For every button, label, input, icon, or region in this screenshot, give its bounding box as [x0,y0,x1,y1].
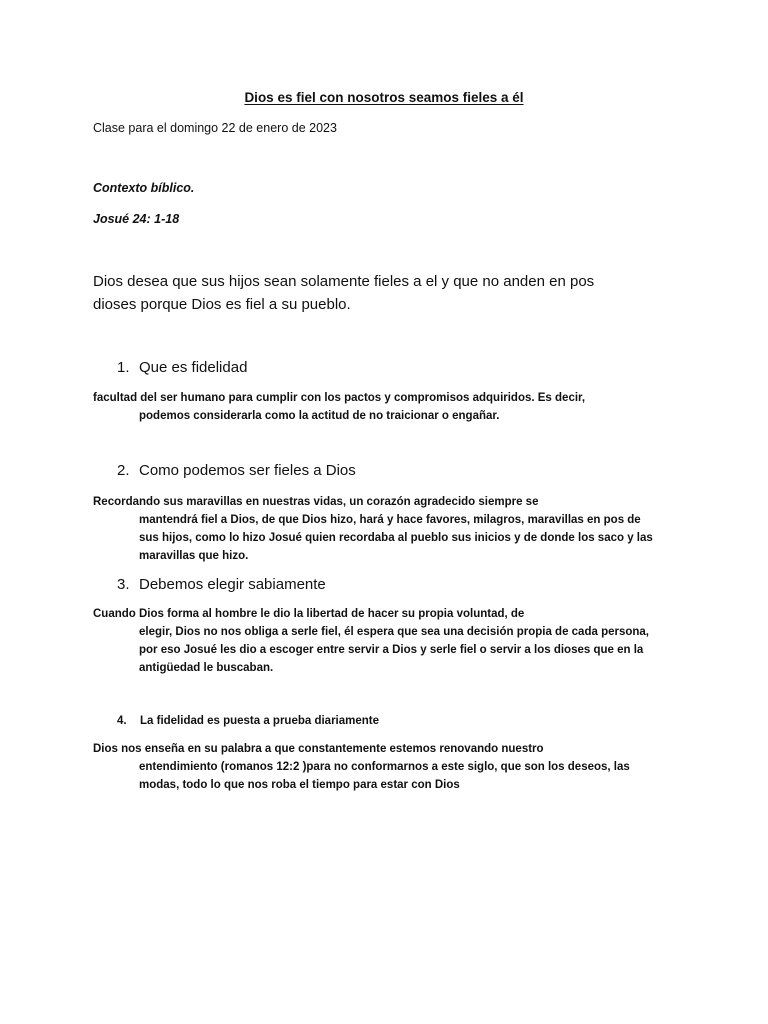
section-paragraph-4 [93,740,673,794]
intro-paragraph [93,270,653,316]
document-title: Dios es fiel con nosotros seamos fieles a él [244,90,524,105]
section-title: Debemos elegir sabiamente [139,576,326,593]
paragraph-line: facultad del ser humano para cumplir con los pactos y compromisos adquiridos. Es decir, [93,392,586,404]
section-number: 1. [117,359,130,376]
paragraph-line: modas, todo lo que nos roba el tiempo para estar con Dios [139,779,460,791]
paragraph-line: mantendrá fiel a Dios, de que Dios hizo, hará y hace favores, milagros, maravillas en pos de [139,514,641,526]
section-paragraph-3 [93,605,673,677]
section-heading-1 [117,359,247,376]
section-paragraph-1 [93,389,673,425]
section-number: 4. [117,715,127,727]
paragraph-line: sus hijos, como lo hizo Josué quien recordaba al pueblo sus inicios y de donde los saco y las [139,532,653,544]
section-title: Como podemos ser fieles a Dios [139,462,356,479]
section-heading-3 [117,576,326,593]
paragraph-line: Recordando sus maravillas en nuestras vidas, un corazón agradecido siempre se [93,496,539,508]
section-heading-4 [117,715,379,727]
paragraph-line: Dios nos enseña en su palabra a que constantemente estemos renovando nuestro [93,743,544,755]
class-date-line: Clase para el domingo 22 de enero de 2023 [93,121,337,135]
section-number: 2. [117,462,130,479]
intro-line: dioses porque Dios es fiel a su pueblo. [93,296,351,313]
paragraph-line: Cuando Dios forma al hombre le dio la libertad de hacer su propia voluntad, de [93,608,525,620]
bible-reference: Josué 24: 1-18 [93,212,180,226]
section-number: 3. [117,576,130,593]
section-paragraph-2 [93,493,673,565]
paragraph-line: elegir, Dios no nos obliga a serle fiel, él espera que sea una decisión propia de cada persona, [139,626,650,638]
intro-line: Dios desea que sus hijos sean solamente fieles a el y que no anden en pos [93,273,595,290]
biblical-context-label: Contexto bíblico. [93,181,195,195]
section-heading-2 [117,462,356,479]
section-title: La fidelidad es puesta a prueba diariamente [140,715,380,727]
paragraph-line: antigüedad le buscaban. [139,662,274,674]
section-title: Que es fidelidad [139,359,248,376]
paragraph-line: podemos considerarla como la actitud de no traicionar o engañar. [139,410,500,422]
paragraph-line: por eso Josué les dio a escoger entre servir a Dios y serle fiel o servir a los dioses que en la [139,644,644,656]
paragraph-line: maravillas que hizo. [139,550,249,562]
paragraph-line: entendimiento (romanos 12:2 )para no conformarnos a este siglo, que son los deseos, las [139,761,630,773]
